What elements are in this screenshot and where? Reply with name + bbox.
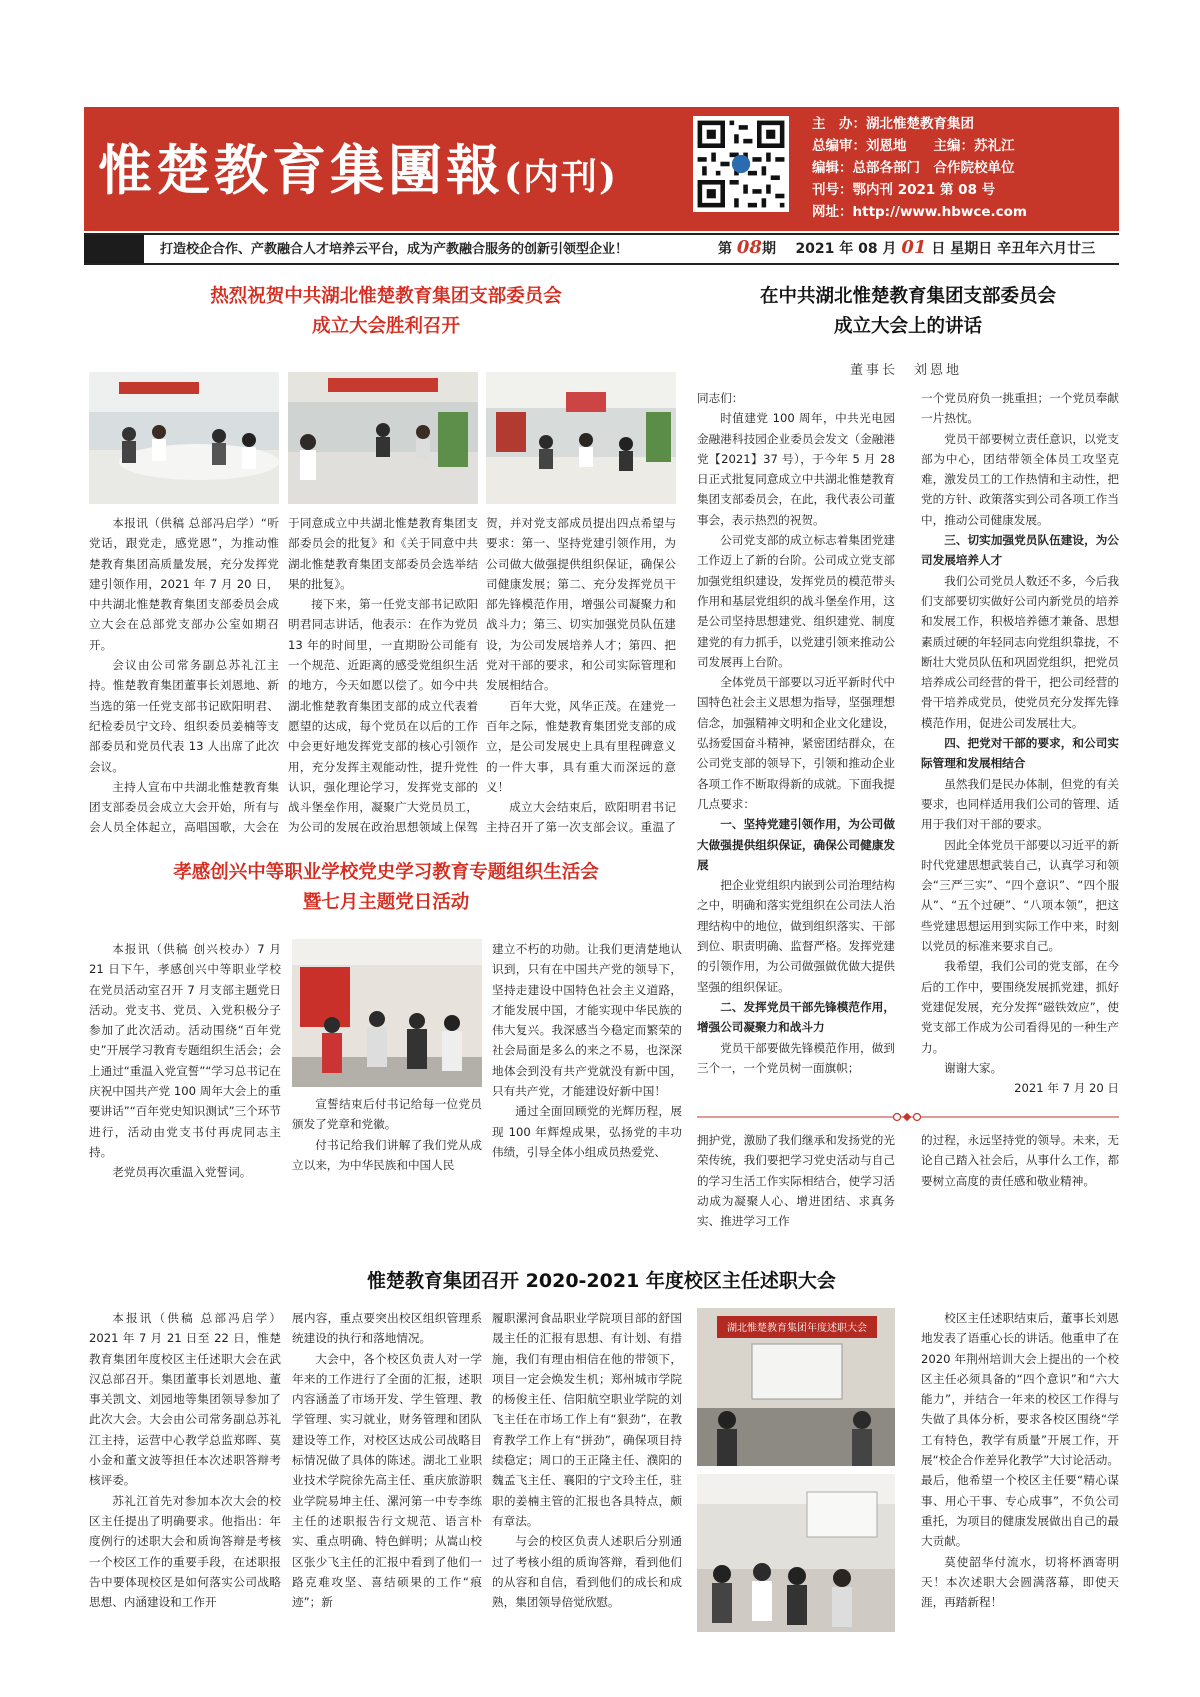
issue-suffix: 期: [761, 241, 776, 257]
qr-code-graphic: [693, 116, 789, 212]
paragraph: 展内容，重点要突出校区组织管理系统建设的执行和落地情况。: [292, 1311, 482, 1346]
info-issue-number: 刊号：鄂内刊 2021 第 08 号: [812, 182, 996, 198]
photo-meeting-1: [89, 372, 279, 504]
paragraph: 拥护党，激励了我们继承和发扬党的光荣传统，我们要把学习党史活动与自己的学习生活工作实际相结合，使学习活动成为凝聚人心、增进团结、求真务实、推进学习工作: [697, 1133, 895, 1229]
article1-title: [86, 282, 686, 342]
paragraph: 本报讯（供稿 总部冯启学）2021 年 7 月 21 日至 22 日，惟楚教育集团年度校区主任述职大会在武汉总部召开。集团董事长刘恩地、董事关凯文、刘园地等集团领导参加了此次大会。大会由公司常务副总苏礼江主持，运营中心教学总监郑晖、莫小金和董文波等担任本次述职答辩考核评委。: [89, 1311, 281, 1488]
article2-title-line1: 在中共湖北惟楚教育集团支部委员会: [759, 286, 1056, 307]
paragraph: 莫使韶华付流水，切将杯酒寄明天！本次述职大会圆满落幕，即使天涯，再踏新程！: [921, 1554, 1119, 1610]
subheading: 一、坚持党建引领作用，为公司做大做强提供组织保证，确保公司健康发展: [697, 817, 895, 872]
masthead-info: [812, 113, 1112, 223]
paragraph: 大会中，各个校区负责人对一学年来的工作进行了全面的汇报，述职内容涵盖了市场开发、学生管理、教学管理、实习就业，财务管理和团队建设等工作，对校区达成公司战略目标情况做了具体的陈述。湖北工业职业技术学院徐先高主任、重庆旅游职业学院易坤主任、漯河第一中专李练主任的述职报告行文规范、语言朴实、重点明确、特色鲜明；从嵩山校区张少飞主任的汇报中看到了他们一路克难攻坚、喜结硕果的工作“痕迹”；新: [292, 1351, 482, 1610]
paragraph: 把企业党组织内嵌到公司治理结构之中，明确和落实党组织在公司法人治理结构中的地位，做到组织落实、干部到位、职责明确、监督严格。发挥党建的引领作用，为公司做强做优做大提供坚强的组织保证。: [697, 878, 895, 994]
photo-meeting-2: [288, 372, 478, 504]
photo-conference-audience: [697, 1474, 895, 1632]
date-prefix: 2021 年 08 月: [795, 241, 897, 257]
paragraph: 本报讯（供稿 总部冯启学）“听党话，跟党走，感党恩”，为推动惟楚教育集团高质量发展，充分发挥党建引领作用，2021 年 7 月 20 日，中共湖北惟楚教育集团支部委员会成立大会在总部党支部办公室如期召开。: [89, 516, 279, 652]
paragraph: 本报讯（供稿 创兴校办）7 月 21 日下午，孝感创兴中等职业学校在党员活动室召开 7 月支部主题党日活动。党支书、党员、入党积极分子参加了此次活动。活动围绕“百年党史”开展学习教育专题组织生活会；会上通过“重温入党宣誓”“学习总书记在庆祝中国共产党 100 周年大会上的重要讲话”“百年党史知识测试”三个环节进行，活动由党支书付再虎同志主持。: [89, 942, 281, 1159]
paragraph: 一个党员府负一挑重担；一个党员奉献一片热忱。: [921, 391, 1119, 426]
paragraph: 虽然我们是民办体制，但党的有关要求，也同样适用我们公司的管理、适用于我们对干部的要求。: [921, 776, 1119, 832]
paragraph: 百年大党，风华正茂。在建党一百年之际，惟楚教育集团党支部的成立，是公司发展史上具有里程碑意义的一件大事，具有重大而深远的意义！: [486, 698, 676, 794]
article3-title-line1: 孝感创兴中等职业学校党史学习教育专题组织生活会: [173, 862, 599, 883]
paragraph: 公司党支部的成立标志着集团党建工作迈上了新的台阶。公司成立党支部加强党组织建设，发挥党员的模范带头作用和基层党组织的战斗堡垒作用，这是公司坚持思想建党、组织建党、制度建党的有力抓手，以党建引领来推动公司发展再上台阶。: [697, 533, 895, 669]
photo-meeting-3: [486, 372, 676, 504]
photo-caption: 宣誓结束后付书记给每一位党员颁发了党章和党徽。: [292, 1097, 482, 1132]
masthead-title-suffix: (内刊): [504, 156, 619, 198]
paragraph: 谢谢大家。: [944, 1060, 1003, 1075]
article1-column-1: [89, 513, 279, 839]
paragraph: 成立大会结束后，欧阳明君书记主持召开了第一次支部会议。重温了: [486, 800, 676, 835]
paragraph: 同志们：: [697, 391, 744, 405]
article3-column-3: [492, 939, 682, 1244]
paragraph: 与会的校区负责人述职后分别通过了考核小组的质询答辩，看到他们的从容和自信，看到他们的成长和成熟，集团领导倍觉欣慰。: [492, 1534, 682, 1610]
paragraph: 因此全体党员干部要以习近平的新时代党建思想武装自己，认真学习和领会“三严三实”、“四个意识”、“四个服从”、“五个过硬”、“八项本领”，把这些党建思想运用到实际工作中来，时刻以党员的标准来要求自己。: [921, 837, 1119, 954]
article3-column-1: [89, 939, 281, 1244]
paragraph: 贺，并对党支部成员提出四点希望与要求：第一、坚持党建引领作用，为公司做大做强提供组织保证，确保公司健康发展；第二、充分发挥党员干部先锋模范作用，增强公司凝聚力和战斗力；第三、切实加强党员队伍建设，为公司发展培养人才；第四、把党对干部的要求，和公司实际管理和发展相结合。: [486, 516, 676, 693]
paragraph: 老党员再次重温入党誓词。: [112, 1165, 252, 1180]
paragraph: 时值建党 100 周年，中共光电园金融港科技园企业委员会发文（金融港党【2021】37 号），于今年 5 月 28 日正式批复同意成立中共湖北惟楚教育集团支部委员会，在此，我代表公司董事会，表示热烈的祝贺。: [697, 411, 895, 527]
issue-number: 08: [736, 237, 762, 258]
masthead-title-main: 惟楚教育集團報: [98, 138, 504, 202]
article4-column-1: [89, 1308, 281, 1638]
paragraph: 主持人宣布中共湖北惟楚教育集团支部委员会成立大会开始，所有与会人员全体起立，高唱国歌，大会在: [89, 779, 279, 835]
article4-column-2: [292, 1308, 482, 1638]
photo-conference-stage: [697, 1308, 895, 1466]
info-website: 网址：http://www.hbwce.com: [812, 204, 1027, 220]
date-suffix: 日 星期日 辛丑年六月廿三: [931, 241, 1096, 257]
info-editing: 编辑：总部各部门 合作院校单位: [812, 160, 1015, 176]
subheading: 四、把党对干部的要求，和公司实际管理和发展相结合: [921, 736, 1119, 771]
paragraph: 付书记给我们讲解了我们党从成立以来，为中华民族和中国人民: [292, 1137, 482, 1172]
info-publisher: 主 办：湖北惟楚教育集团: [812, 116, 974, 132]
article1-column-3: [486, 513, 676, 839]
paragraph: 党员干部要做先锋模范作用，做到三个一，一个党员树一面旗帜；: [697, 1040, 895, 1075]
slogan: 打造校企合作、产教融合人才培养云平台，成为产教融合服务的创新引领型企业！: [160, 242, 629, 257]
article3-title-line2: 暨七月主题党日活动: [302, 892, 470, 913]
paragraph: 我希望，我们公司的党支部，在今后的工作中，要围绕发展抓党建，抓好党建促发展，充分发挥“磁铁效应”，使党支部工作成为公司看得见的一种生产力。: [921, 959, 1119, 1055]
paragraph: 建立不朽的功勋。让我们更清楚地认识到，只有在中国共产党的领导下，坚持走建设中国特色社会主义道路，才能发展中国，才能实现中华民族的伟大复兴。我深感当今稳定而繁荣的社会局面是多么的来之不易，也深深地体会到没有共产党就没有新中国，只有共产党，才能建设好新中国！: [492, 942, 682, 1099]
paragraph: 接下来，第一任党支部书记欧阳明君同志讲话，他表示：在作为党员 13 年的时间里，一直期盼公司能有一个规范、近距离的感受党组织生活的地方，今天如愿以偿了。如今中共湖北惟楚教育集团支部的成立代表着愿望的达成，每个党员在以后的工作中会更好地发挥党支部的核心引领作用，充分发挥主观能动性，提升党性认识，强化理论学习，发挥党支部的战斗堡垒作用，凝聚广大党员员工，为公司的发展在政治思想领域上保驾: [288, 597, 478, 835]
subheading: 二、发挥党员干部先锋模范作用，增强公司凝聚力和战斗力: [697, 999, 895, 1035]
article4-title: 惟楚教育集团召开 2020-2021 年度校区主任述职大会: [367, 1270, 836, 1292]
info-editors: 总编审：刘恩地 主编：苏礼江: [812, 138, 1015, 154]
article1-column-2: [288, 513, 478, 839]
issue-prefix: 第: [718, 241, 732, 257]
date-day: 01: [901, 237, 927, 258]
paragraph: 全体党员干部要以习近平新时代中国特色社会主义思想为指导，坚强理想信念，加强精神文明和企业文化建设，弘扬爱国奋斗精神，紧密团结群众，在公司党支部的领导下，引领和推动企业各项工作不断取得新的成就。下面我提几点要求：: [697, 675, 895, 811]
subheading: 三、切实加强党员队伍建设，为公司发展培养人才: [921, 533, 1119, 568]
paragraph: 我们公司党员人数还不多，今后我们支部要切实做好公司内新党员的培养和发展工作，积极培养德才兼备、思想素质过硬的年轻同志向党组织靠拢，不断壮大党员队伍和巩固党组织，把党员培养成公司经营的骨干，把公司经营的骨干培养成党员，使党员充分发挥先锋模范作用，促进公司发展壮大。: [921, 573, 1119, 730]
issue-date: [718, 237, 1095, 258]
article4-column-4: [921, 1308, 1119, 1638]
paragraph: 苏礼江首先对参加本次大会的校区主任提出了明确要求。他指出：年度例行的述职大会和质询答辩是考核一个校区工作的重要手段，在述职报告中要体现校区是如何落实公司战略思想、内涵建设和工作开: [89, 1493, 281, 1610]
paragraph: 的过程，永远坚持党的领导。未来，无论自己踏入社会后，从事什么工作，都要树立高度的责任感和敬业精神。: [921, 1133, 1119, 1188]
slogan-marker: [84, 235, 144, 263]
article3-column-2: [292, 1094, 482, 1244]
article3-column-5: [921, 1130, 1119, 1245]
paragraph: 校区主任述职结束后，董事长刘恩地发表了语重心长的讲话。他重申了在 2020 年荆州培训大会上提出的一个校区主任必须具备的“四个意识”和“六大能力”，并结合一年来的校区工作得与失做了具体分析，要求各校区围绕“学工有特色，教学有质量”开展工作，开展“校企合作差异化教学”大讨论活动。最后，他希望一个校区主任要“精心谋事、用心干事、专心成事”，不负公司重托，为项目的健康发展做出自己的最大贡献。: [921, 1311, 1119, 1549]
article1-title-line2: 成立大会胜利召开: [311, 316, 460, 337]
paragraph: 党员干部要树立责任意识，以党支部为中心，团结带领全体员工攻坚克难，激发员工的工作热情和主动性，把党的方针、政策落实到公司各项工作当中，推动公司健康发展。: [921, 431, 1119, 527]
photo-oath: [292, 939, 482, 1087]
masthead-title: [98, 128, 678, 212]
speech-date: 2021 年 7 月 20 日: [1014, 1081, 1119, 1096]
paragraph: 履职漯河食品职业学院项目部的舒国晟主任的汇报有思想、有计划、有措施，我们有理由相信在他的带领下，项目一定会焕发生机；郑州城市学院的杨俊主任、信阳航空职业学院的刘飞主任在市场工作上有“狠劲”，在教育教学工作上有“拼劲”，确保项目持续稳定；周口的王正隆主任、濮阳的魏孟飞主任、襄阳的宁文玲主任，驻职的姜楠主管的汇报也各具特点，颇有章法。: [492, 1311, 682, 1528]
article2-column-2: [921, 388, 1119, 1098]
article1-title-line1: 热烈祝贺中共湖北惟楚教育集团支部委员会: [210, 286, 562, 307]
article2-column-1: [697, 388, 895, 1088]
article3-title: [86, 858, 686, 918]
paragraph: 会议由公司常务副总苏礼江主持。惟楚教育集团董事长刘恩地、新当选的第一任党支部书记欧阳明君、纪检委员宁文玲、组织委员姜楠等支部委员和党员代表 13 人出席了此次会议。: [89, 658, 279, 774]
article4-column-3: [492, 1308, 682, 1638]
article3-column-4: [697, 1130, 895, 1245]
photo-banner-text: 湖北惟楚教育集团年度述职大会: [727, 1323, 867, 1334]
article2-title: [697, 282, 1119, 342]
article2-byline: 董事长 刘恩地: [850, 363, 963, 378]
section-divider: [697, 1111, 1119, 1123]
article2-title-line2: 成立大会上的讲话: [833, 316, 982, 337]
paragraph: 通过全面回顾党的光辉历程，展现 100 年辉煌成果，弘扬党的丰功伟绩，引导全体小组成员热爱党、: [492, 1104, 682, 1159]
qr-code: [693, 116, 789, 212]
paragraph: 于同意成立中共湖北惟楚教育集团支部委员会的批复》和《关于同意中共湖北惟楚教育集团支部委员会选举结果的批复》。: [288, 516, 478, 591]
